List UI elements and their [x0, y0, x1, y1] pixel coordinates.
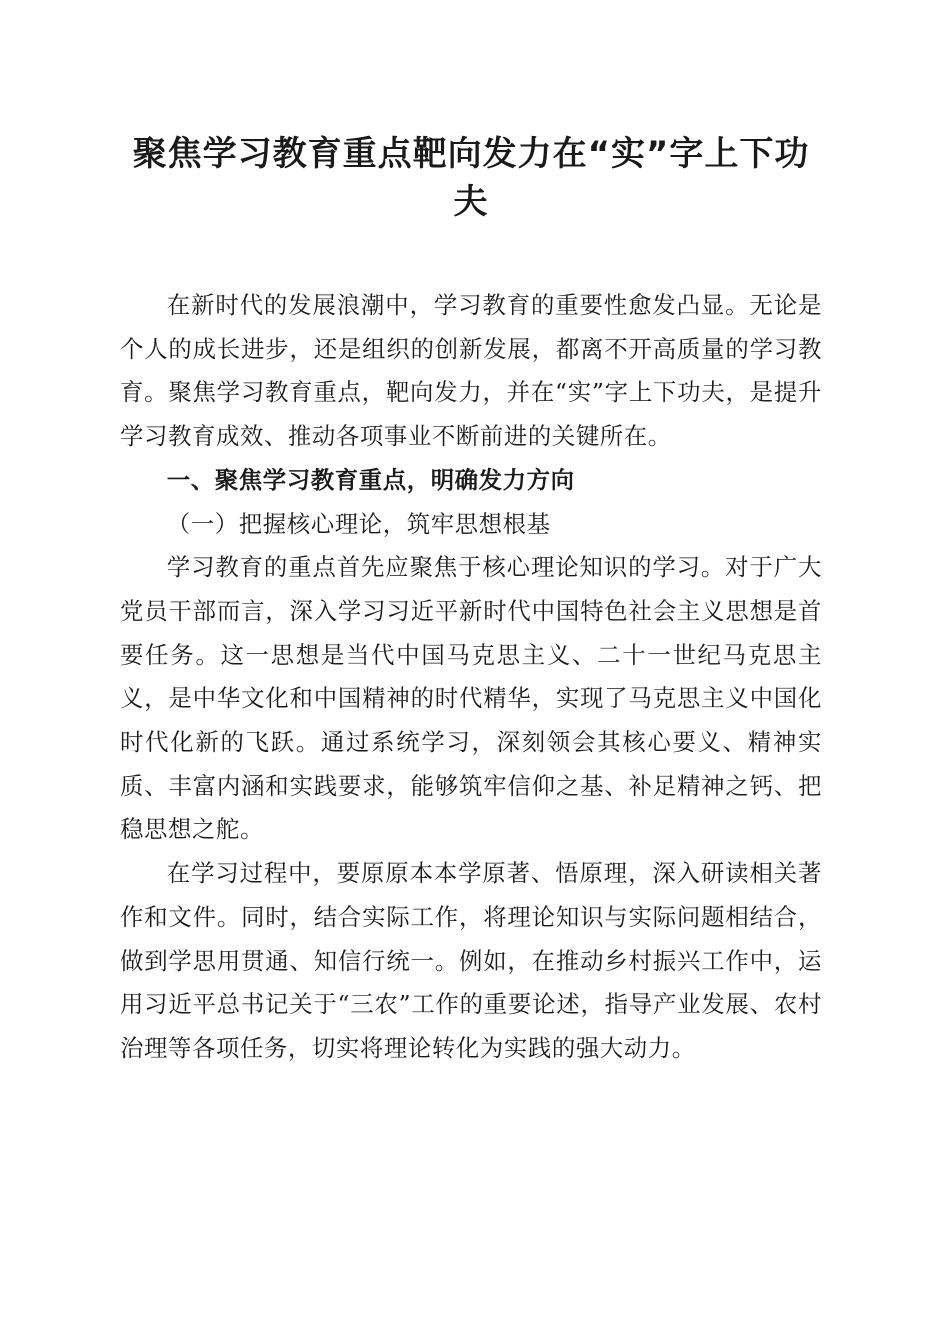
section-heading-1: 一、聚焦学习教育重点，明确发力方向: [166, 465, 575, 494]
intro-paragraph: 在新时代的发展浪潮中，学习教育的重要性愈发凸显。无论是个人的成长进步，还是组织的创新发展，都离不开高质量的学习教育。聚焦学习教育重点，靶向发力，并在“实”字上下功夫，是提升学习教育成效、推动各项事业不断前进的关键所在。: [120, 291, 822, 451]
document-page: [120, 130, 822, 1071]
body-paragraph-2: 在学习过程中，要原原本本学原著、悟原理，深入研读相关著作和文件。同时，结合实际工作，将理论知识与实际问题相结合，做到学思用贯通、知信行统一。例如，在推动乡村振兴工作中，运用习近平总书记关于“三农”工作的重要论述，指导产业发展、农村治理等各项任务，切实将理论转化为实践的强大动力。: [120, 859, 822, 1062]
document-title: 聚焦学习教育重点靶向发力在“实”字上下功夫: [132, 134, 810, 222]
body-paragraph-1: 学习教育的重点首先应聚焦于核心理论知识的学习。对于广大党员干部而言，深入学习习近平新时代中国特色社会主义思想是首要任务。这一思想是当代中国马克思主义、二十一世纪马克思主义，是中华文化和中国精神的时代精华，实现了马克思主义中国化时代化新的飞跃。通过系统学习，深刻领会其核心要义、精神实质、丰富内涵和实践要求，能够筑牢信仰之基、补足精神之钙、把稳思想之舵。: [120, 553, 822, 844]
subsection-heading-1: （一）把握核心理论，筑牢思想根基: [166, 509, 551, 538]
